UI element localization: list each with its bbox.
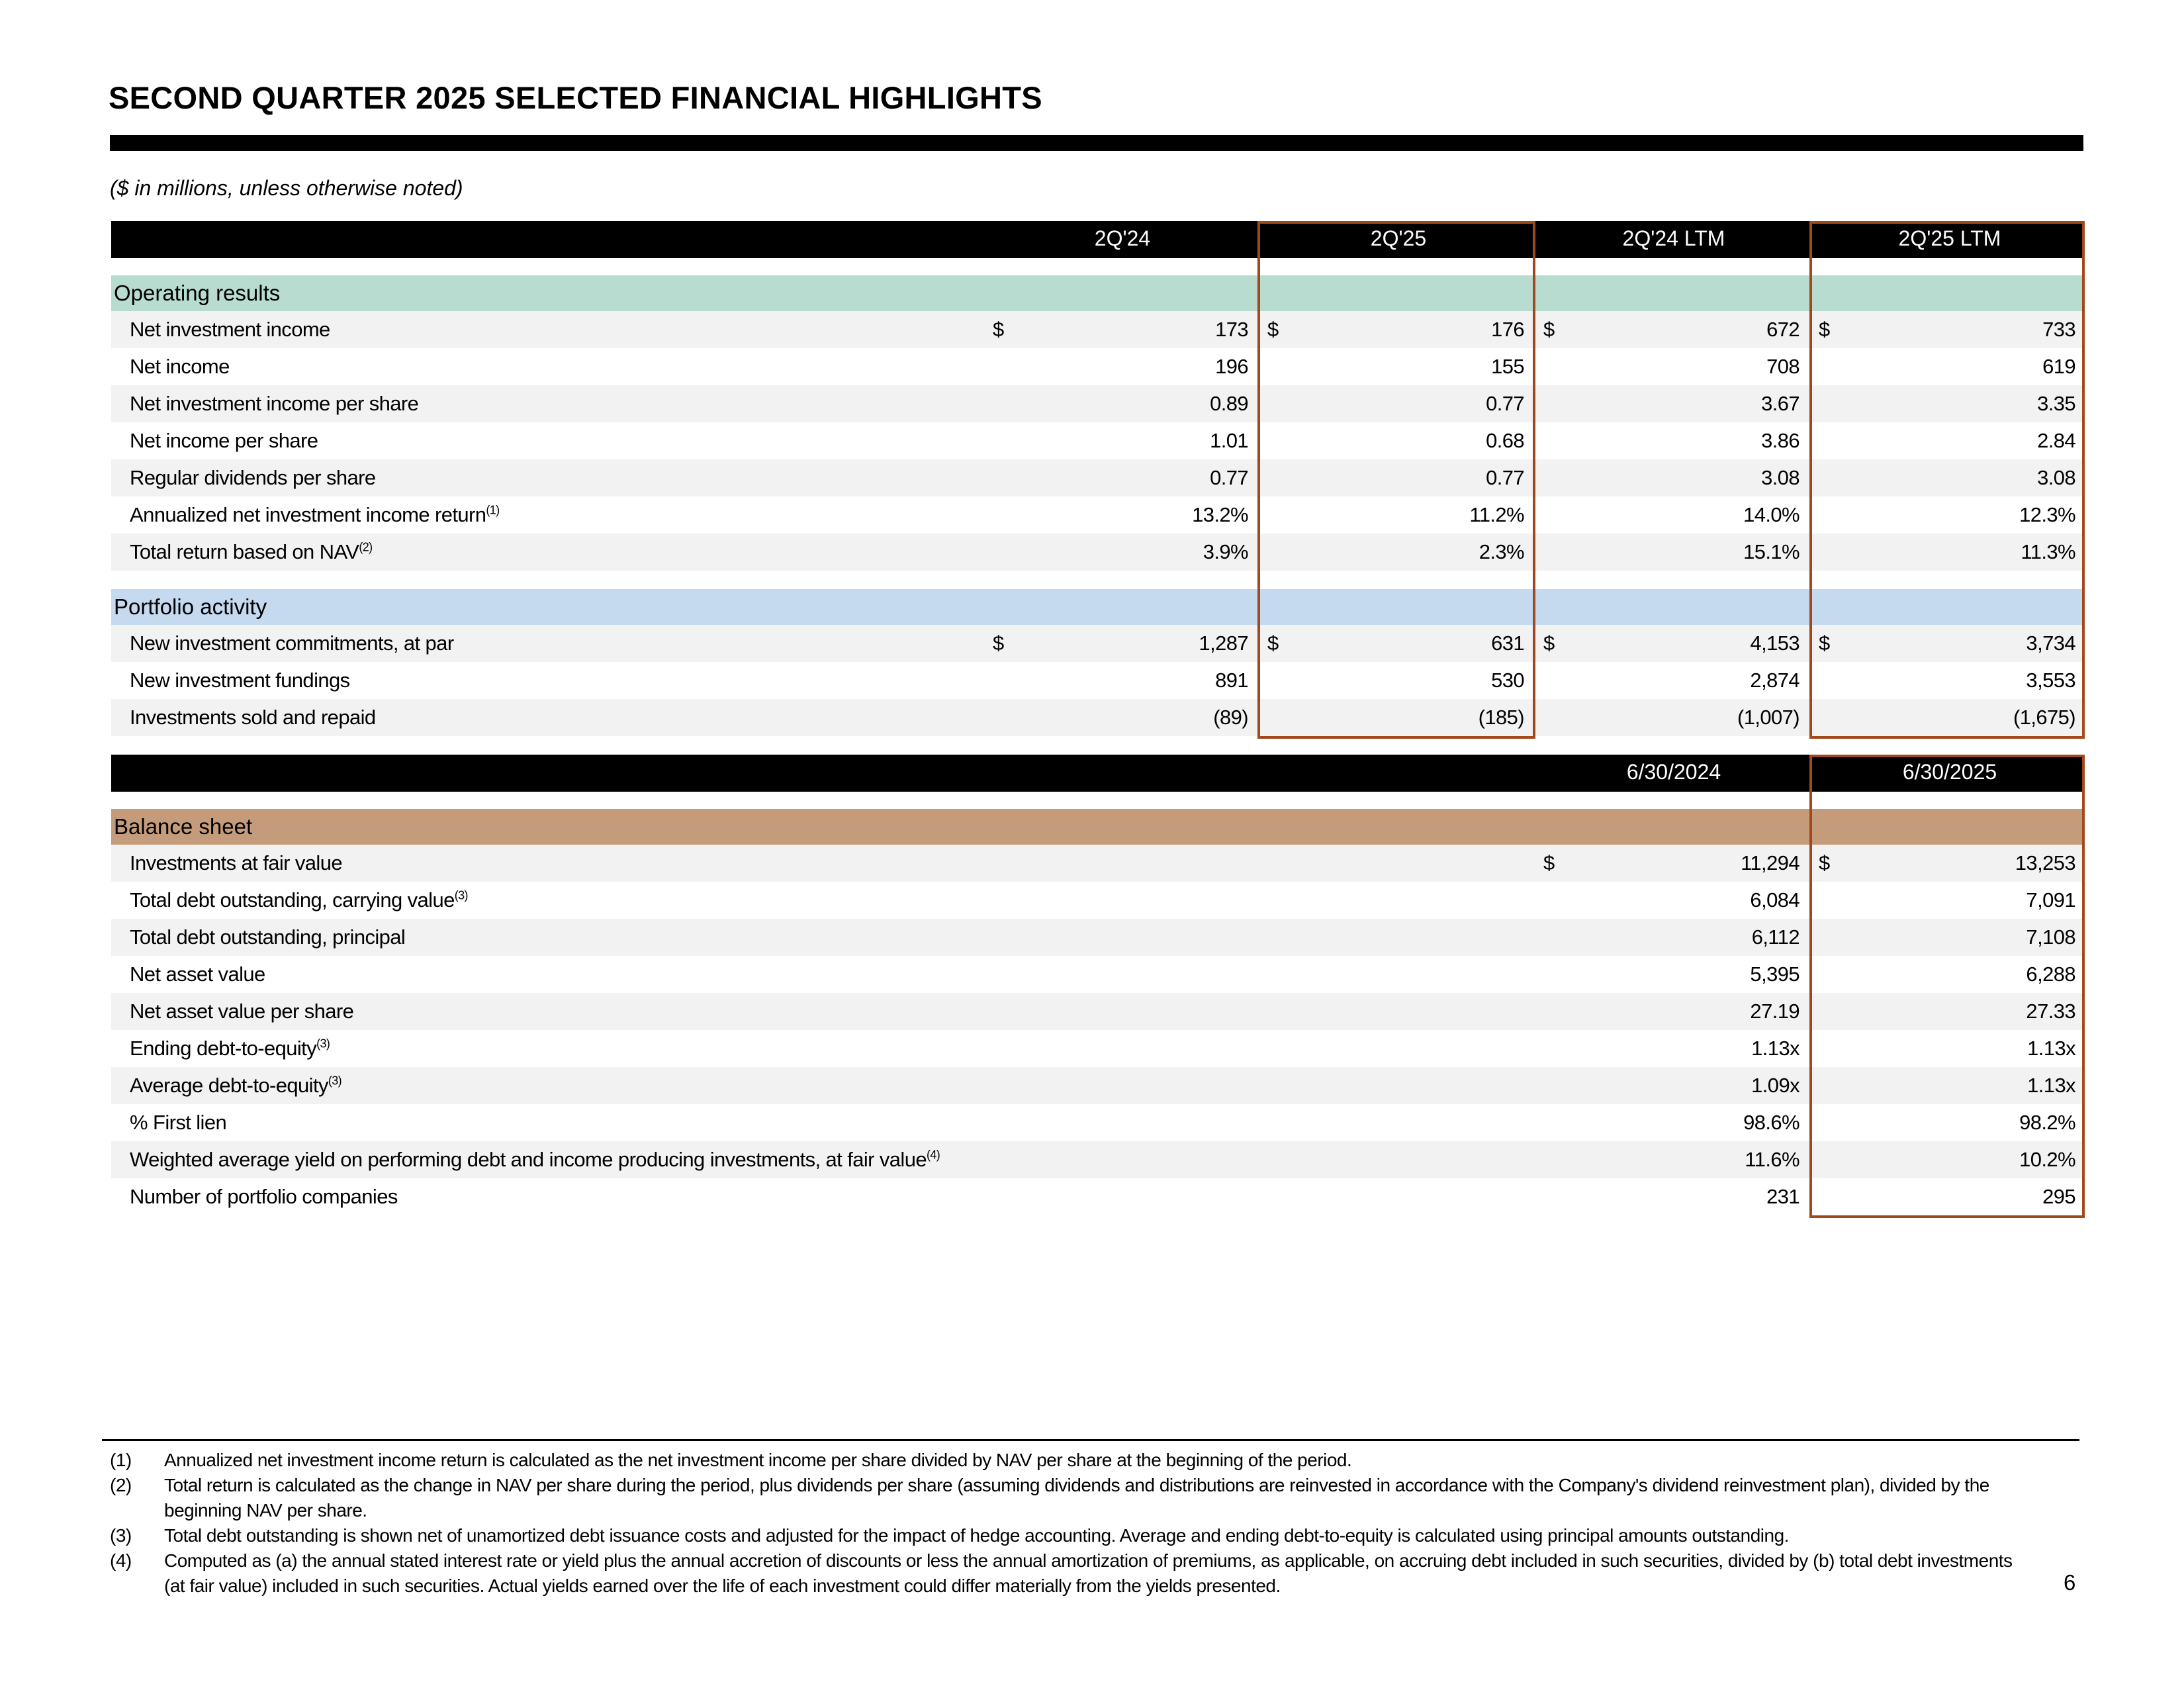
value-cell: 13,253 [2015, 851, 2075, 874]
value-cell: (1,675) [2013, 706, 2075, 729]
row-label [130, 962, 265, 986]
units-note: ($ in millions, unless otherwise noted) [110, 176, 463, 200]
value-cell: 2,874 [1750, 669, 1799, 692]
row-label-text: Annualized net investment income return [130, 503, 486, 526]
row-label [130, 466, 376, 490]
value-cell: 0.77 [1486, 466, 1524, 489]
value-cell: 173 [1215, 318, 1248, 341]
value-cell: 12.3% [2019, 503, 2075, 526]
row-label-text: Ending debt-to-equity [130, 1037, 317, 1060]
value-cell: 619 [2042, 355, 2075, 378]
value-cell: 98.6% [1743, 1111, 1799, 1134]
row-label [130, 1037, 330, 1060]
section-band [111, 589, 2082, 625]
footnote-ref: (4) [926, 1148, 940, 1162]
value-cell: 11.3% [2021, 540, 2075, 563]
section-band [111, 275, 2082, 311]
column-header: 6/30/2025 [1902, 760, 1997, 784]
value-cell: 1.13x [2027, 1074, 2075, 1097]
value-cell: 5,395 [1750, 962, 1799, 986]
row-label [130, 318, 330, 342]
value-cell: 6,112 [1751, 925, 1799, 949]
value-cell: (185) [1478, 706, 1524, 729]
value-cell: 631 [1491, 632, 1524, 655]
value-cell: 176 [1491, 318, 1524, 341]
value-cell: 3.08 [1761, 466, 1799, 489]
dollar-sign: $ [1543, 851, 1555, 874]
row-label [130, 1111, 226, 1135]
value-cell: 3.35 [2037, 392, 2075, 415]
row-label [130, 392, 418, 416]
value-cell: 11.6% [1745, 1148, 1799, 1171]
row-label-text: Investments at fair value [130, 851, 342, 874]
row-label [130, 503, 500, 527]
footnote-ref: (2) [359, 540, 373, 554]
value-cell: 530 [1491, 669, 1524, 692]
value-cell: 1,287 [1199, 632, 1248, 655]
row-label-text: Total debt outstanding, principal [130, 925, 406, 949]
row-label-text: Weighted average yield on performing debt and income producing investments, at fair value [130, 1148, 927, 1171]
value-cell: 3,553 [2026, 669, 2075, 692]
dollar-sign: $ [1267, 318, 1279, 341]
section-label: Portfolio activity [114, 594, 267, 619]
value-cell: 733 [2042, 318, 2075, 341]
footnote-number: (1) [110, 1450, 132, 1470]
row-label [130, 1000, 353, 1023]
value-cell: 3.86 [1761, 429, 1799, 452]
row-label-text: New investment commitments, at par [130, 632, 454, 655]
value-cell: 14.0% [1743, 503, 1799, 526]
title-divider [110, 135, 2083, 151]
value-cell: 891 [1215, 669, 1248, 692]
row-label [130, 429, 318, 453]
row-label-text: Investments sold and repaid [130, 706, 376, 729]
row-label-text: Net investment income [130, 318, 330, 341]
value-cell: 231 [1766, 1185, 1799, 1208]
footnote-number: (2) [110, 1475, 132, 1495]
dollar-sign: $ [1543, 632, 1555, 655]
value-cell: 15.1% [1743, 540, 1799, 563]
value-cell: 13.2% [1192, 503, 1248, 526]
footnote-ref: (1) [486, 503, 500, 517]
value-cell: 1.09x [1751, 1074, 1799, 1097]
page-title: SECOND QUARTER 2025 SELECTED FINANCIAL HIGHLIGHTS [109, 80, 1042, 115]
value-cell: 0.77 [1210, 466, 1248, 489]
value-cell: 295 [2042, 1185, 2075, 1208]
dollar-sign: $ [1819, 318, 1831, 341]
footnote-ref: (3) [316, 1037, 330, 1051]
dollar-sign: $ [1819, 851, 1831, 874]
value-cell: 0.77 [1486, 392, 1524, 415]
footnote-text: Annualized net investment income return is calculated as the net investment income per share divided by NAV per share at the beginning of the period. [164, 1450, 1352, 1470]
row-label-text: Total return based on NAV [130, 540, 359, 563]
value-cell: 0.89 [1210, 392, 1248, 415]
dollar-sign: $ [1267, 632, 1279, 655]
section-label: Operating results [114, 281, 281, 305]
column-header: 2Q'24 LTM [1622, 226, 1725, 250]
value-cell: 98.2% [2019, 1111, 2075, 1134]
page-number: 6 [2064, 1570, 2076, 1595]
value-cell: 3.9% [1203, 540, 1248, 563]
row-label [130, 1148, 940, 1172]
row-label-text: Total debt outstanding, carrying value [130, 888, 455, 912]
column-header: 6/30/2024 [1626, 760, 1721, 784]
footnote-divider [102, 1439, 2079, 1441]
row-label [130, 632, 454, 655]
dollar-sign: $ [1819, 632, 1831, 655]
value-cell: 196 [1215, 355, 1248, 378]
footnote-number: (3) [110, 1525, 132, 1546]
value-cell: 155 [1491, 355, 1524, 378]
value-cell: 3.67 [1761, 392, 1799, 415]
value-cell: 672 [1766, 318, 1799, 341]
row-label-text: Number of portfolio companies [130, 1185, 398, 1208]
row-label-text: Net income [130, 355, 230, 378]
value-cell: 27.33 [2026, 1000, 2075, 1023]
row-label-text: Average debt-to-equity [130, 1074, 328, 1097]
value-cell: 2.3% [1479, 540, 1524, 563]
row-label [130, 1185, 398, 1209]
row-label [130, 706, 376, 729]
value-cell: 1.01 [1210, 429, 1248, 452]
value-cell: (1,007) [1737, 706, 1799, 729]
value-cell: (89) [1213, 706, 1248, 729]
row-label [130, 925, 405, 949]
value-cell: 7,108 [2026, 925, 2075, 949]
footnote-text: Computed as (a) the annual stated interest rate or yield plus the annual accretion of discounts or less the annual amortization of premiums, as applicable, on accruing debt included in such securities, divided by (b) total debt investments (at fair value) included in such securities. Actual yields earned over the life of each investment could differ materially from the yields presented. [164, 1550, 2013, 1596]
value-cell: 1.13x [1751, 1037, 1799, 1060]
section-band [111, 809, 2082, 845]
row-label [130, 669, 350, 692]
value-cell: 0.68 [1486, 429, 1524, 452]
row-label-text: Net asset value [130, 962, 265, 986]
row-label [130, 1074, 341, 1098]
row-label-text: Regular dividends per share [130, 466, 376, 489]
value-cell: 6,288 [2026, 962, 2075, 986]
value-cell: 2.84 [2037, 429, 2075, 452]
value-cell: 708 [1766, 355, 1799, 378]
row-label-text: % First lien [130, 1111, 227, 1134]
row-label [130, 888, 468, 912]
value-cell: 11.2% [1469, 503, 1524, 526]
value-cell: 7,091 [2026, 888, 2075, 912]
row-label [130, 540, 373, 564]
value-cell: 11,294 [1741, 851, 1799, 874]
row-label-text: New investment fundings [130, 669, 350, 692]
footnote-number: (4) [110, 1550, 132, 1571]
section-label: Balance sheet [114, 814, 253, 839]
row-label-text: Net asset value per share [130, 1000, 354, 1023]
value-cell: 4,153 [1750, 632, 1799, 655]
value-cell: 6,084 [1750, 888, 1799, 912]
value-cell: 3,734 [2026, 632, 2075, 655]
row-label [130, 851, 342, 875]
value-cell: 10.2% [2019, 1148, 2075, 1171]
value-cell: 1.13x [2027, 1037, 2075, 1060]
dollar-sign: $ [993, 318, 1005, 341]
footnote-ref: (3) [328, 1074, 342, 1088]
column-header: 2Q'25 LTM [1898, 226, 2001, 250]
column-header: 2Q'24 [1094, 226, 1151, 250]
column-header: 2Q'25 [1370, 226, 1427, 250]
value-cell: 27.19 [1750, 1000, 1799, 1023]
footnote-text: Total return is calculated as the change in NAV per share during the period, plus dividends per share (assuming dividends and distributions are reinvested in accordance with the Company's dividend reinvestment plan), divided by the beginning NAV per share. [164, 1475, 1989, 1521]
row-label-text: Net investment income per share [130, 392, 419, 415]
dollar-sign: $ [1543, 318, 1555, 341]
footnote-ref: (3) [454, 888, 468, 902]
row-label [130, 355, 230, 379]
footnote-text: Total debt outstanding is shown net of unamortized debt issuance costs and adjusted for the impact of hedge accounting. Average and ending debt-to-equity is calculated using principal amounts outstanding. [164, 1525, 1789, 1546]
value-cell: 3.08 [2037, 466, 2075, 489]
dollar-sign: $ [993, 632, 1005, 655]
row-label-text: Net income per share [130, 429, 318, 452]
